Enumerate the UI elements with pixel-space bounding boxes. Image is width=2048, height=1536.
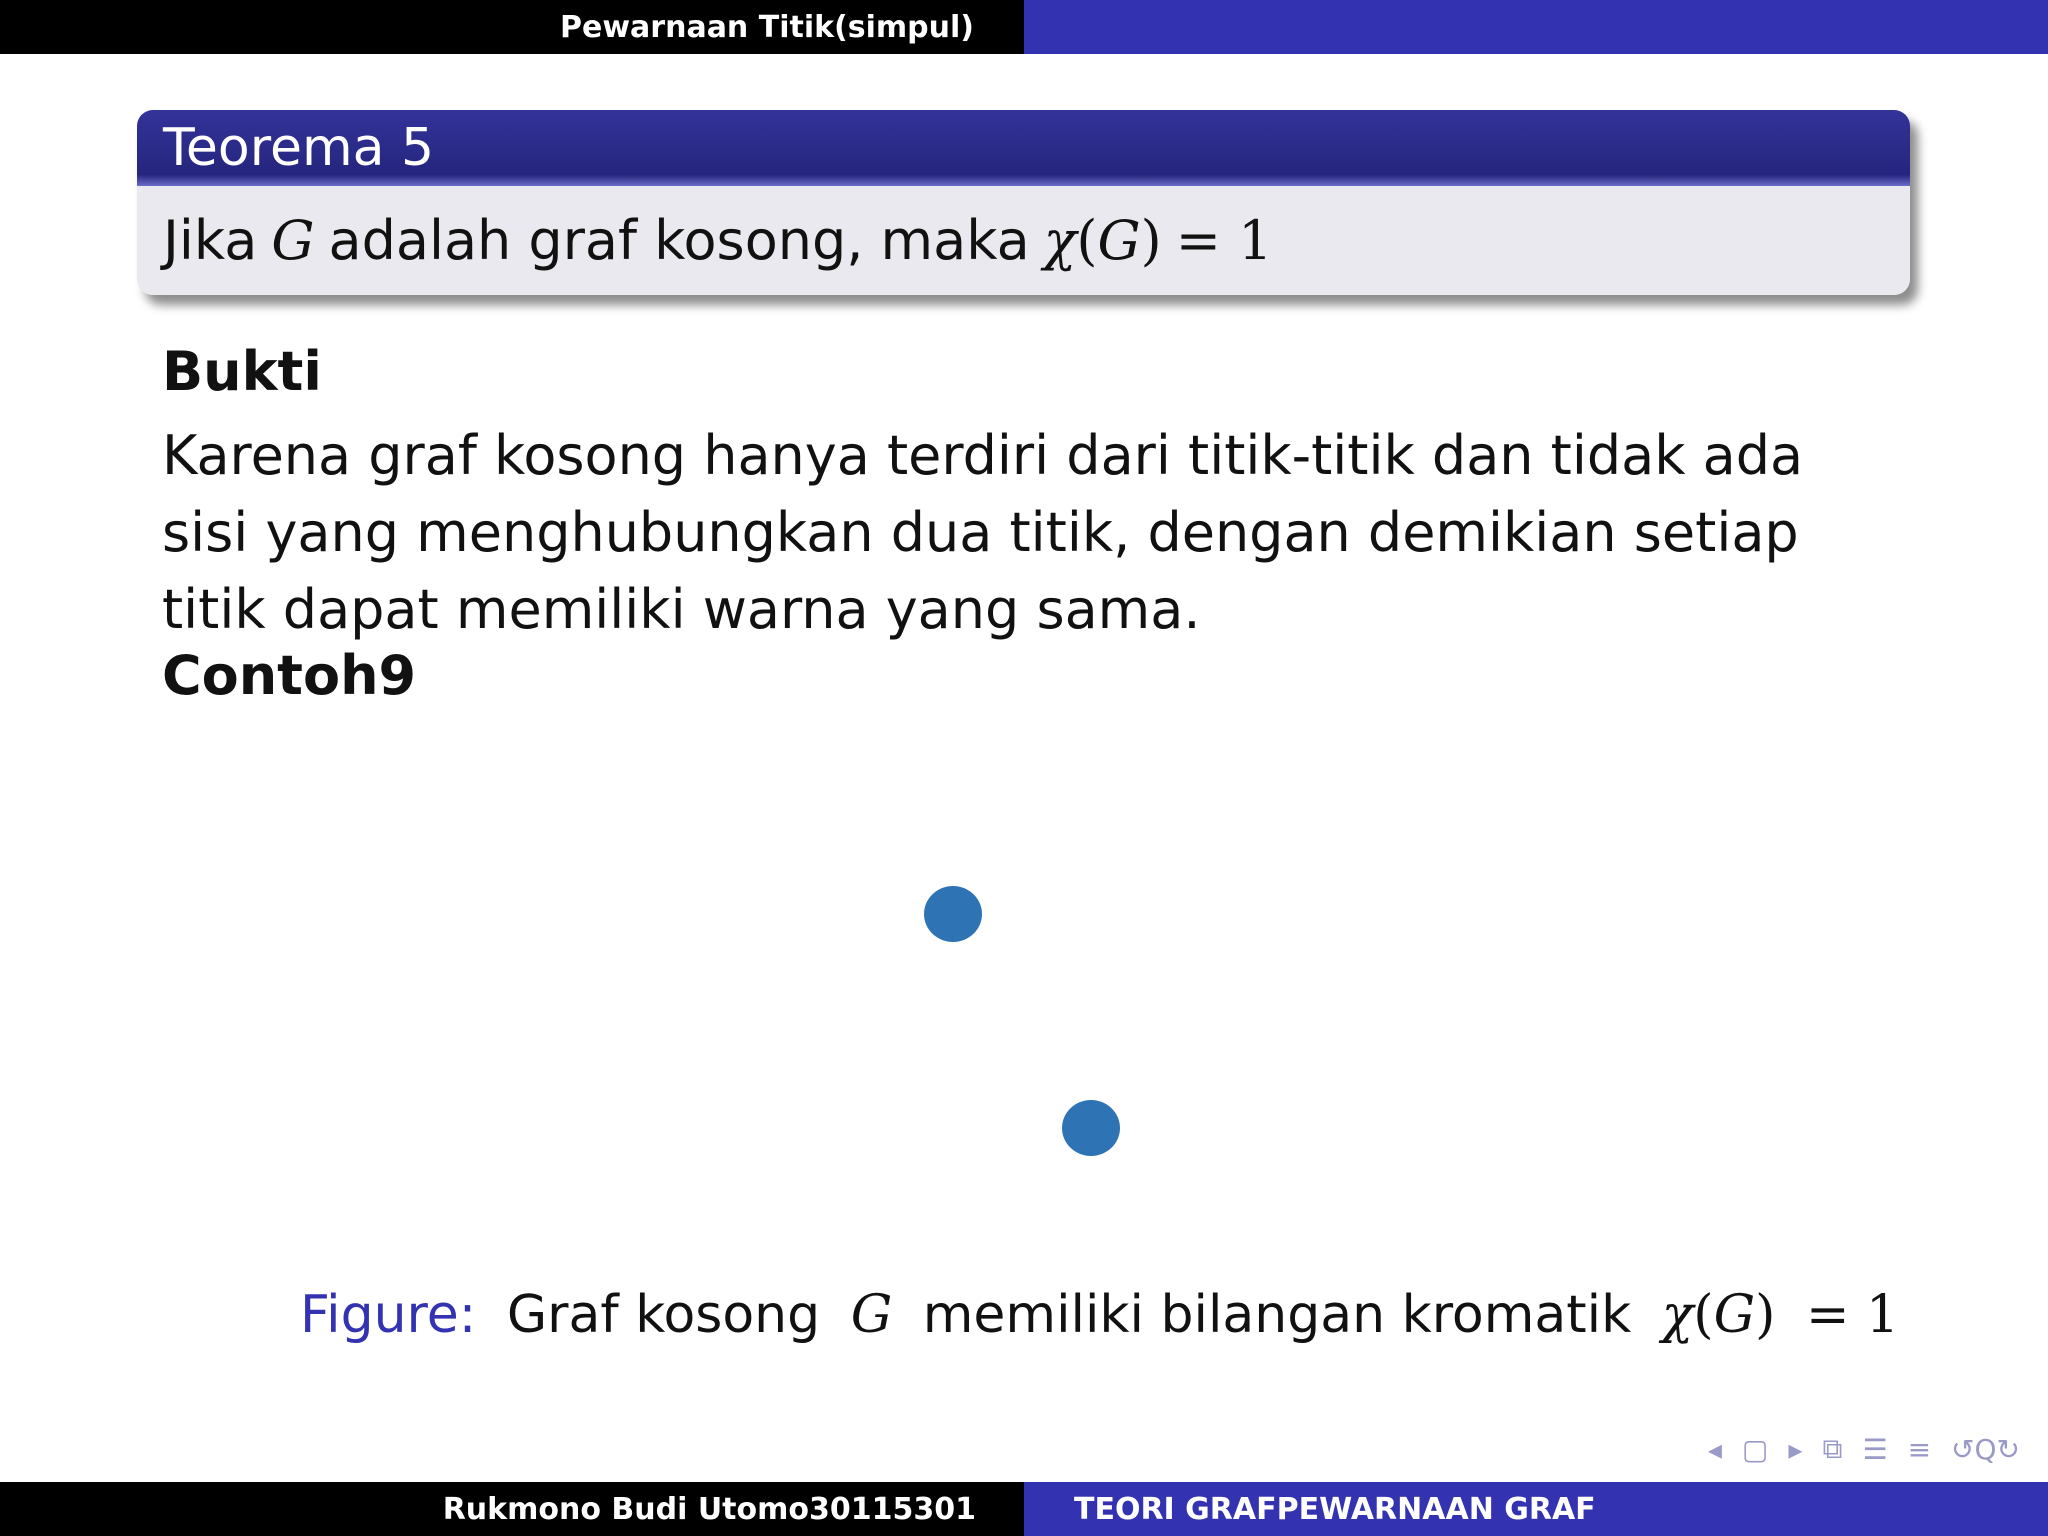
proof-text: Karena graf kosong hanya terdiri dari titik-titik dan tidak ada sisi yang menghubungkan dua titik, dengan demikian setiap titik dapat memiliki warna yang sama. [162, 424, 1804, 641]
theorem-prefix: Jika [163, 209, 258, 272]
theorem-mid: adalah graf kosong, maka [328, 209, 1030, 272]
section-title[interactable]: Pewarnaan Titik(simpul) [560, 9, 974, 45]
search-icon[interactable]: ↺Q↻ [1951, 1432, 2020, 1466]
beamer-navigation [1708, 1432, 2020, 1466]
proof-title: Bukti [162, 340, 322, 403]
nav-prev-icon[interactable]: ◂ [1707, 1432, 1722, 1466]
theorem-paren-var: G [1097, 209, 1141, 272]
figure-caption [300, 1285, 1899, 1345]
graph-vertex [924, 886, 982, 942]
figure-label: Figure: [300, 1285, 477, 1345]
nav-next-icon[interactable]: ▸ [1788, 1432, 1803, 1466]
theorem-equals-one: = 1 [1175, 209, 1273, 272]
theorem-paren-close: ) [1140, 209, 1162, 272]
caption-paren-close: ) [1755, 1285, 1776, 1345]
theorem-title: Teorema 5 [137, 110, 1910, 186]
theorem-var: G [271, 209, 315, 272]
caption-paren-var: G [1713, 1285, 1756, 1345]
caption-prefix: Graf kosong [506, 1285, 821, 1345]
theorem-chi: χ [1043, 209, 1077, 272]
section-title-panel [0, 0, 1024, 54]
align-icon[interactable]: ≡ [1907, 1432, 1932, 1466]
subsection-icon[interactable]: ⧉ [1822, 1432, 1843, 1465]
caption-equals-one: = 1 [1805, 1285, 1900, 1345]
footer-title-panel [1024, 1482, 2048, 1536]
example-title: Contoh9 [162, 644, 417, 707]
header-bar-right [1024, 0, 2048, 54]
footer-bar [0, 1482, 2048, 1536]
footer-author-panel [0, 1482, 1024, 1536]
theorem-paren-open: ( [1076, 209, 1098, 272]
caption-var: G [850, 1285, 893, 1345]
graph-vertex [1062, 1100, 1120, 1156]
caption-mid: memiliki bilangan kromatik [922, 1285, 1632, 1345]
theorem-statement [137, 186, 1910, 295]
theorem-block [137, 110, 1910, 295]
caption-chi: χ [1661, 1285, 1694, 1345]
footer-author[interactable]: Rukmono Budi Utomo30115301 [442, 1491, 976, 1527]
section-icon[interactable]: ☰ [1862, 1432, 1888, 1466]
footer-title[interactable]: TEORI GRAFPEWARNAAN GRAF [1074, 1491, 1596, 1527]
frame-icon[interactable]: ▢ [1741, 1432, 1769, 1466]
caption-paren-open: ( [1693, 1285, 1714, 1345]
header-bar [0, 0, 2048, 54]
